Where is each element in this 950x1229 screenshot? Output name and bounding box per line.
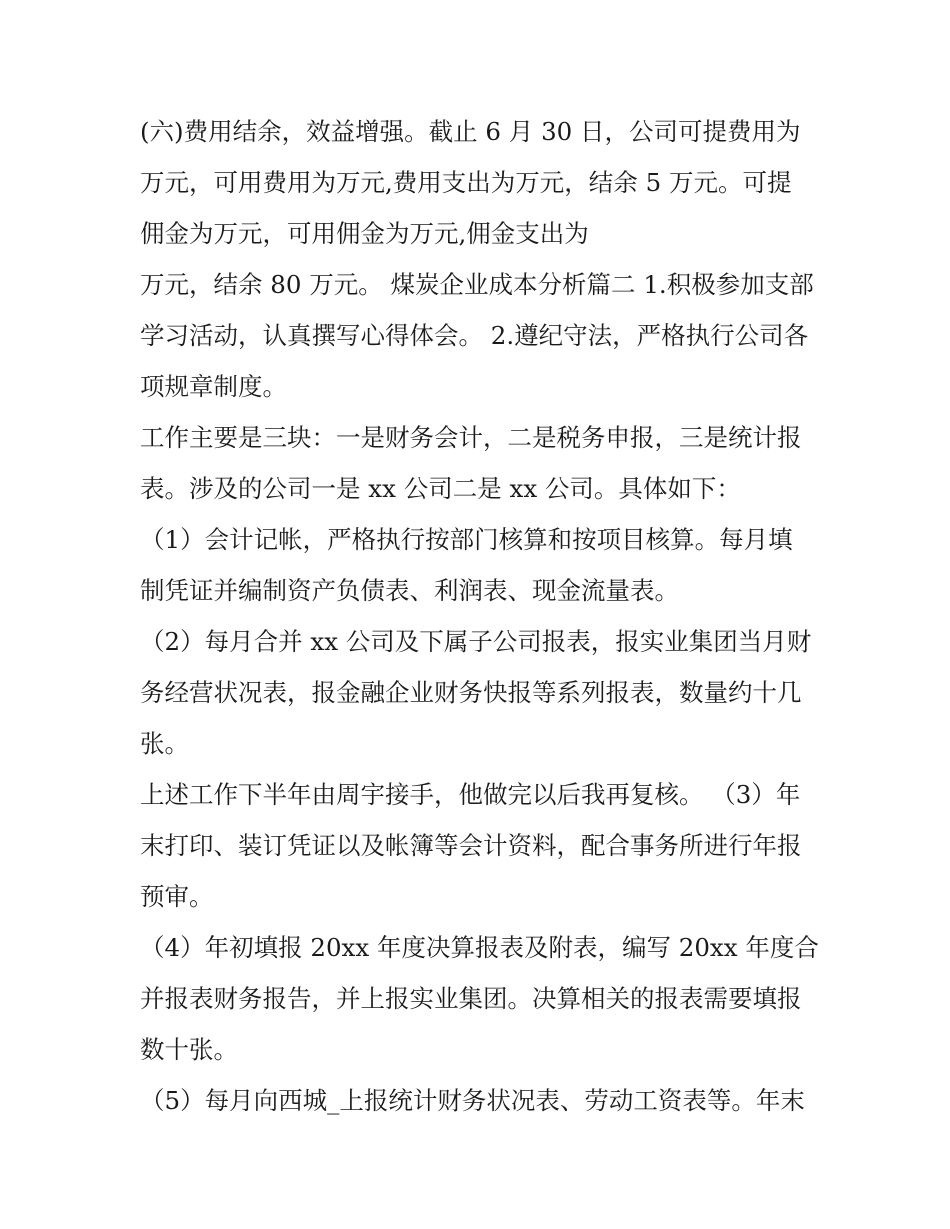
text-line: (六)费用结余，效益增强。截止 6 月 30 日，公司可提费用为 [140,117,801,146]
text-line: （4）年初填报 20xx 年度决算报表及附表，编写 20xx 年度合 [140,933,819,962]
text-line: 工作主要是三块：一是财务会计，二是税务申报，三是统计报 [140,423,802,452]
text-line: 末打印、装订凭证以及帐簿等会计资料，配合事务所进行年报 [140,831,802,860]
text-line: （1）会计记帐，严格执行按部门核算和按项目核算。每月填 [140,525,793,554]
text-line: （5）每月向西城_上报统计财务状况表、劳动工资表等。年末 [140,1086,805,1115]
text-line: 并报表财务报告，并上报实业集团。决算相关的报表需要填报 [140,984,802,1013]
text-line: 预审。 [140,882,214,911]
text-line: 制凭证并编制资产负债表、利润表、现金流量表。 [140,576,679,605]
text-line: 学习活动，认真撰写心得体会。 2.遵纪守法，严格执行公司各 [140,321,809,350]
document-body [140,106,820,1126]
text-line: （2）每月合并 xx 公司及下属子公司报表，报实业集团当月财 [140,627,812,656]
text-line: 数十张。 [140,1035,238,1064]
text-line: 项规章制度。 [140,372,287,401]
text-line: 佣金为万元，可用佣金为万元,佣金支出为 [140,219,589,248]
text-line: 万元，可用费用为万元,费用支出为万元，结余 5 万元。可提 [140,168,792,197]
text-line: 表。涉及的公司一是 xx 公司二是 xx 公司。具体如下： [140,474,741,503]
text-line: 上述工作下半年由周宇接手，他做完以后我再复核。 （3）年 [140,780,801,809]
text-line: 务经营状况表，报金融企业财务快报等系列报表，数量约十几 [140,678,802,707]
text-line: 万元，结余 80 万元。 煤炭企业成本分析篇二 1.积极参加支部 [140,270,814,299]
text-line: 张。 [140,729,189,758]
